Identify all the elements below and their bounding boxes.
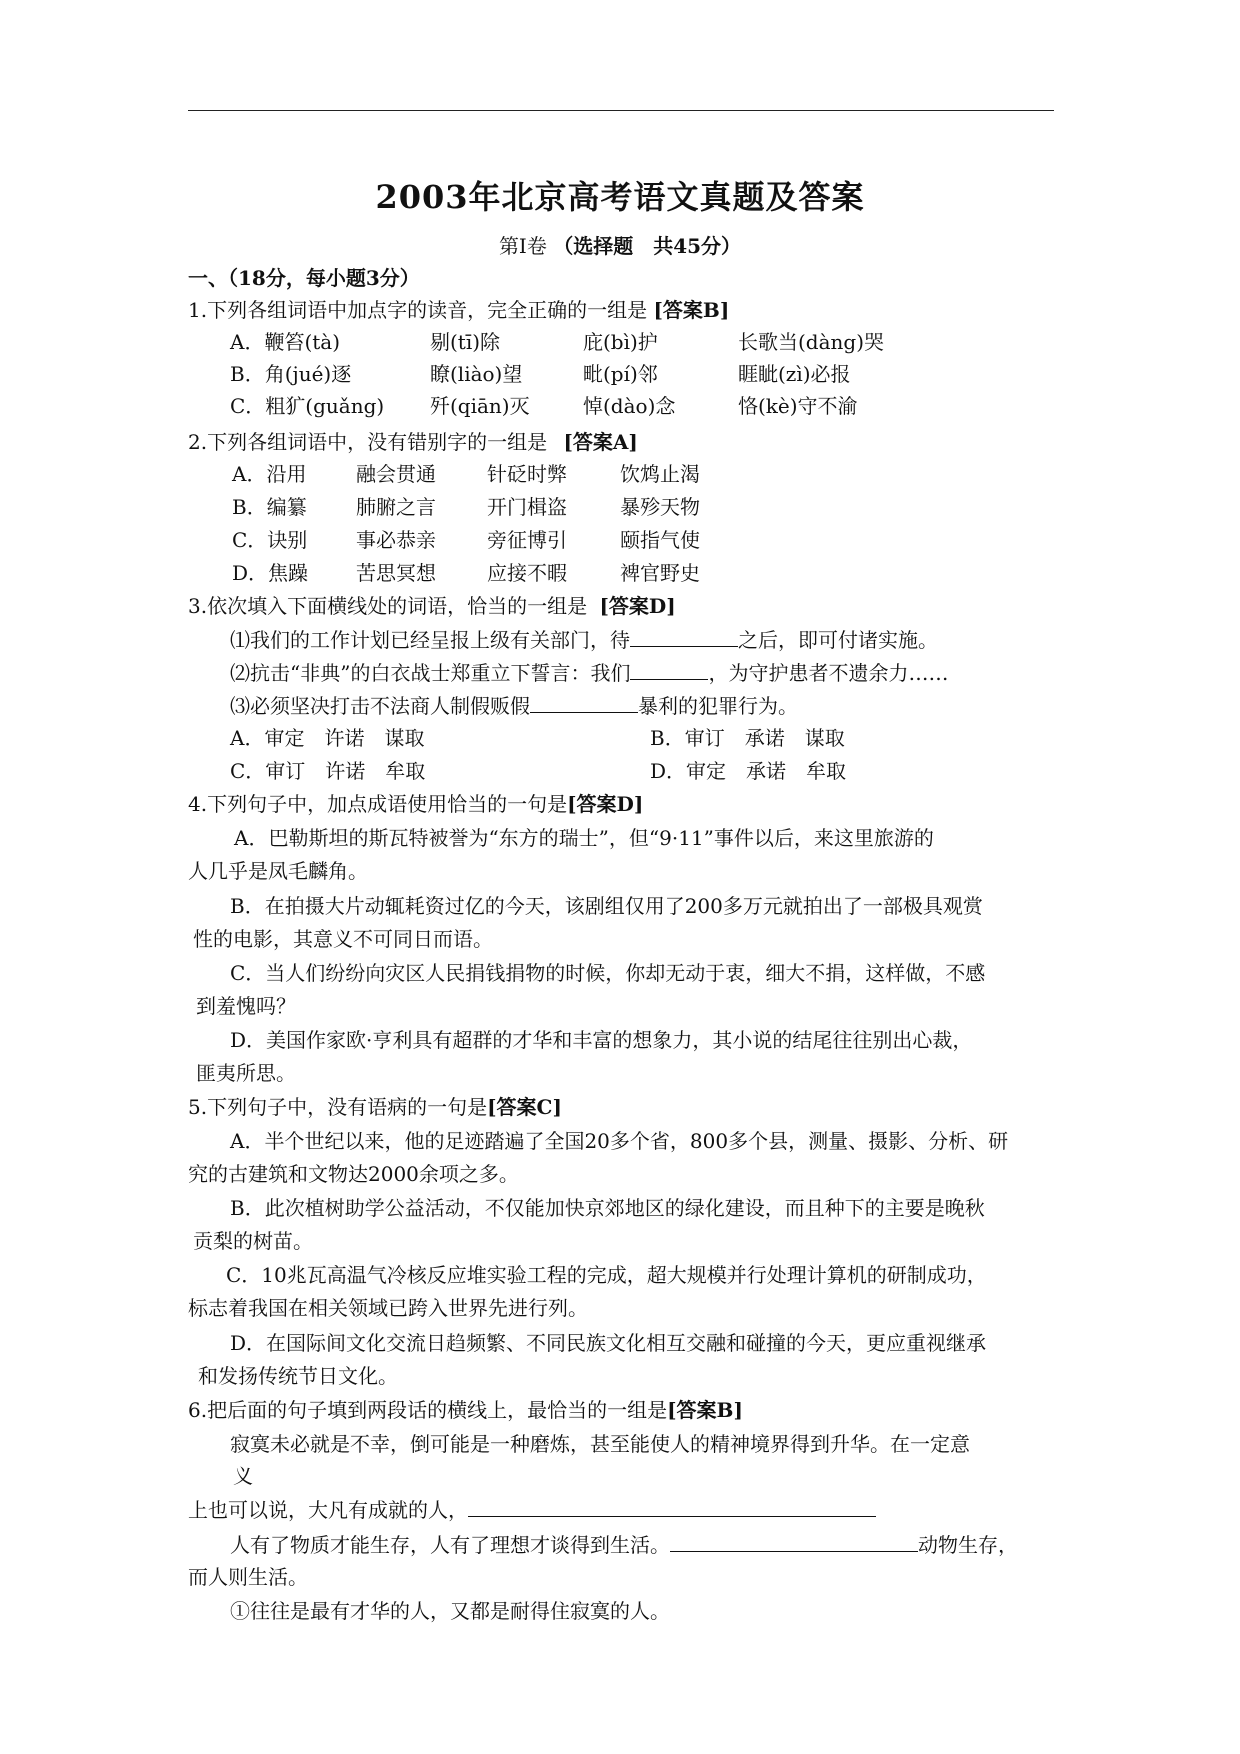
q2-option-a-2: 融会贯通 <box>356 462 436 486</box>
q1-option-c-2: 歼(qiān)灭 <box>430 394 530 418</box>
question-3-stem <box>188 593 676 619</box>
q3-sentence-2 <box>230 659 948 686</box>
question-3-answer: [答案D] <box>599 594 676 618</box>
q1-option-c-3: 悼(dào)念 <box>583 394 676 418</box>
q5-option-d-line-2: 和发扬传统节日文化。 <box>198 1364 398 1388</box>
q2-option-d-1: D．焦躁 <box>232 561 309 585</box>
question-4-stem <box>188 791 643 817</box>
q1-option-a-1: A．鞭笞(tà) <box>230 330 341 354</box>
q6-paragraph-2-line-1 <box>230 1531 1018 1558</box>
header-rule <box>188 110 1054 111</box>
q1-option-b-1: B．角(jué)逐 <box>230 362 352 386</box>
q3-sentence-3-before: ⑶必须坚决打击不法商人制假贩假 <box>230 694 530 718</box>
q3-sentence-1-before: ⑴我们的工作计划已经呈报上级有关部门，待 <box>230 628 630 652</box>
q6-paragraph-1-line-2: 义 <box>233 1464 253 1488</box>
q6-paragraph-1-line-3 <box>188 1496 876 1523</box>
question-4-answer: [答案D] <box>567 792 644 816</box>
q2-option-a-1: A．沿用 <box>232 462 307 486</box>
q6-paragraph-2-line-2: 而人则生活。 <box>188 1565 308 1589</box>
q4-option-a-line-1: A．巴勒斯坦的斯瓦特被誉为“东方的瑞士”，但“9·11”事件以后，来这里旅游的 <box>234 826 934 850</box>
q4-option-d-line-1: D．美国作家欧·亨利具有超群的才华和丰富的想象力，其小说的结尾往往别出心裁， <box>230 1028 973 1052</box>
q2-option-b-1: B．编纂 <box>232 495 307 519</box>
question-1-stem <box>188 297 729 323</box>
question-1-text: 1.下列各组词语中加点字的读音，完全正确的一组是 <box>188 298 648 322</box>
q2-option-c-1: C．诀别 <box>232 528 308 552</box>
q1-option-b-2: 瞭(liào)望 <box>430 362 523 386</box>
q6-paragraph-1-line-1: 寂寞未必就是不幸，倒可能是一种磨炼，甚至能使人的精神境界得到升华。在一定意 <box>230 1432 970 1456</box>
paper-subtitle <box>0 230 1240 259</box>
question-2-text: 2.下列各组词语中，没有错别字的一组是 <box>188 430 548 454</box>
q6-paragraph-2-after: 动物生存， <box>918 1533 1018 1557</box>
q3-blank-2 <box>630 659 708 680</box>
q1-option-b-3: 毗(pí)邻 <box>583 362 658 386</box>
q1-option-a-2: 剔(tī)除 <box>430 330 501 354</box>
q3-blank-1 <box>630 626 738 647</box>
q4-option-a-line-2: 人几乎是凤毛麟角。 <box>188 859 368 883</box>
q1-option-a-4: 长歌当(dàng)哭 <box>738 330 885 354</box>
page-title: 2003年北京高考语文真题及答案 <box>375 178 865 216</box>
q5-option-c-line-2: 标志着我国在相关领域已跨入世界先进行列。 <box>188 1296 588 1320</box>
section-heading: 一、（18分，每小题3分） <box>188 266 420 290</box>
q3-sentence-1 <box>230 626 938 653</box>
q6-option-1: ①往往是最有才华的人，又都是耐得住寂寞的人。 <box>230 1599 670 1623</box>
q4-option-b-line-1: B．在拍摄大片动辄耗资过亿的今天，该剧组仅用了200多万元就拍出了一部极具观赏 <box>230 894 983 918</box>
q4-option-c-line-2: 到羞愧吗？ <box>196 994 296 1018</box>
q4-option-b-line-2: 性的电影，其意义不可同日而语。 <box>193 927 493 951</box>
question-5-answer: [答案C] <box>487 1095 562 1119</box>
q1-option-c-1: C．粗犷(guǎng) <box>230 394 385 418</box>
q3-sentence-3-after: 暴利的犯罪行为。 <box>638 694 798 718</box>
q4-option-d-line-2: 匪夷所思。 <box>196 1061 296 1085</box>
q2-option-c-2: 事必恭亲 <box>356 528 436 552</box>
q2-option-a-3: 针砭时弊 <box>487 462 567 486</box>
q5-option-a-line-1: A．半个世纪以来，他的足迹踏遍了全国20多个省，800多个县，测量、摄影、分析、研 <box>230 1129 1009 1153</box>
question-5-stem <box>188 1094 562 1120</box>
q2-option-b-3: 开门楫盗 <box>487 495 567 519</box>
q1-option-b-4: 睚眦(zì)必报 <box>738 362 851 386</box>
question-2-answer: [答案A] <box>563 430 638 454</box>
question-3-text: 3.依次填入下面横线处的词语，恰当的一组是 <box>188 594 588 618</box>
q3-sentence-3 <box>230 692 798 719</box>
q1-option-a-3: 庇(bì)护 <box>583 330 658 354</box>
q5-option-c-line-1: C．10兆瓦高温气冷核反应堆实验工程的完成，超大规模并行处理计算机的研制成功， <box>226 1263 987 1287</box>
q3-option-c: C．审订 许诺 牟取 <box>230 759 426 783</box>
q5-option-b-line-1: B．此次植树助学公益活动，不仅能加快京郊地区的绿化建设，而且种下的主要是晚秋 <box>230 1196 985 1220</box>
q3-option-d: D．审定 承诺 牟取 <box>650 759 847 783</box>
q3-option-b: B．审订 承诺 谋取 <box>650 726 845 750</box>
q1-option-c-4: 恪(kè)守不渝 <box>738 394 858 418</box>
subtitle-part: 第Ⅰ卷 <box>498 234 547 258</box>
q2-option-b-4: 暴殄天物 <box>620 495 700 519</box>
question-4-text: 4.下列句子中，加点成语使用恰当的一句是 <box>188 792 568 816</box>
question-5-text: 5.下列句子中，没有语病的一句是 <box>188 1095 488 1119</box>
q5-option-b-line-2: 贡梨的树苗。 <box>193 1229 313 1253</box>
question-1-answer: [答案B] <box>653 298 730 322</box>
q3-option-a: A．审定 许诺 谋取 <box>230 726 425 750</box>
question-6-text: 6.把后面的句子填到两段话的横线上，最恰当的一组是 <box>188 1398 668 1422</box>
question-6-stem <box>188 1397 743 1423</box>
question-6-answer: [答案B] <box>667 1398 743 1422</box>
q2-option-d-4: 裨官野史 <box>620 561 700 585</box>
q3-sentence-1-after: 之后，即可付诸实施。 <box>738 628 938 652</box>
q2-option-d-2: 苦思冥想 <box>356 561 436 585</box>
q6-blank-2 <box>670 1531 918 1552</box>
q5-option-a-line-2: 究的古建筑和文物达2000余项之多。 <box>188 1162 519 1186</box>
subtitle-detail: （选择题 共45分） <box>553 234 742 258</box>
q2-option-a-4: 饮鸩止渴 <box>620 462 700 486</box>
q3-sentence-2-after: ，为守护患者不遗余力…… <box>708 661 949 685</box>
q2-option-b-2: 肺腑之言 <box>356 495 436 519</box>
q4-option-c-line-1: C．当人们纷纷向灾区人民捐钱捐物的时候，你却无动于衷，细大不捐，这样做，不感 <box>230 961 986 985</box>
question-2-stem <box>188 429 638 455</box>
q2-option-c-3: 旁征博引 <box>487 528 567 552</box>
q3-sentence-2-before: ⑵抗击“非典”的白衣战士郑重立下誓言：我们 <box>230 661 631 685</box>
q2-option-d-3: 应接不暇 <box>487 561 567 585</box>
q3-blank-3 <box>530 692 638 713</box>
q6-blank-1 <box>468 1496 876 1517</box>
q5-option-d-line-1: D．在国际间文化交流日趋频繁、不同民族文化相互交融和碰撞的今天，更应重视继承 <box>230 1331 987 1355</box>
q6-paragraph-1-text: 上也可以说，大凡有成就的人， <box>188 1498 468 1522</box>
q2-option-c-4: 颐指气使 <box>620 528 700 552</box>
q6-paragraph-2-text: 人有了物质才能生存，人有了理想才谈得到生活。 <box>230 1533 670 1557</box>
